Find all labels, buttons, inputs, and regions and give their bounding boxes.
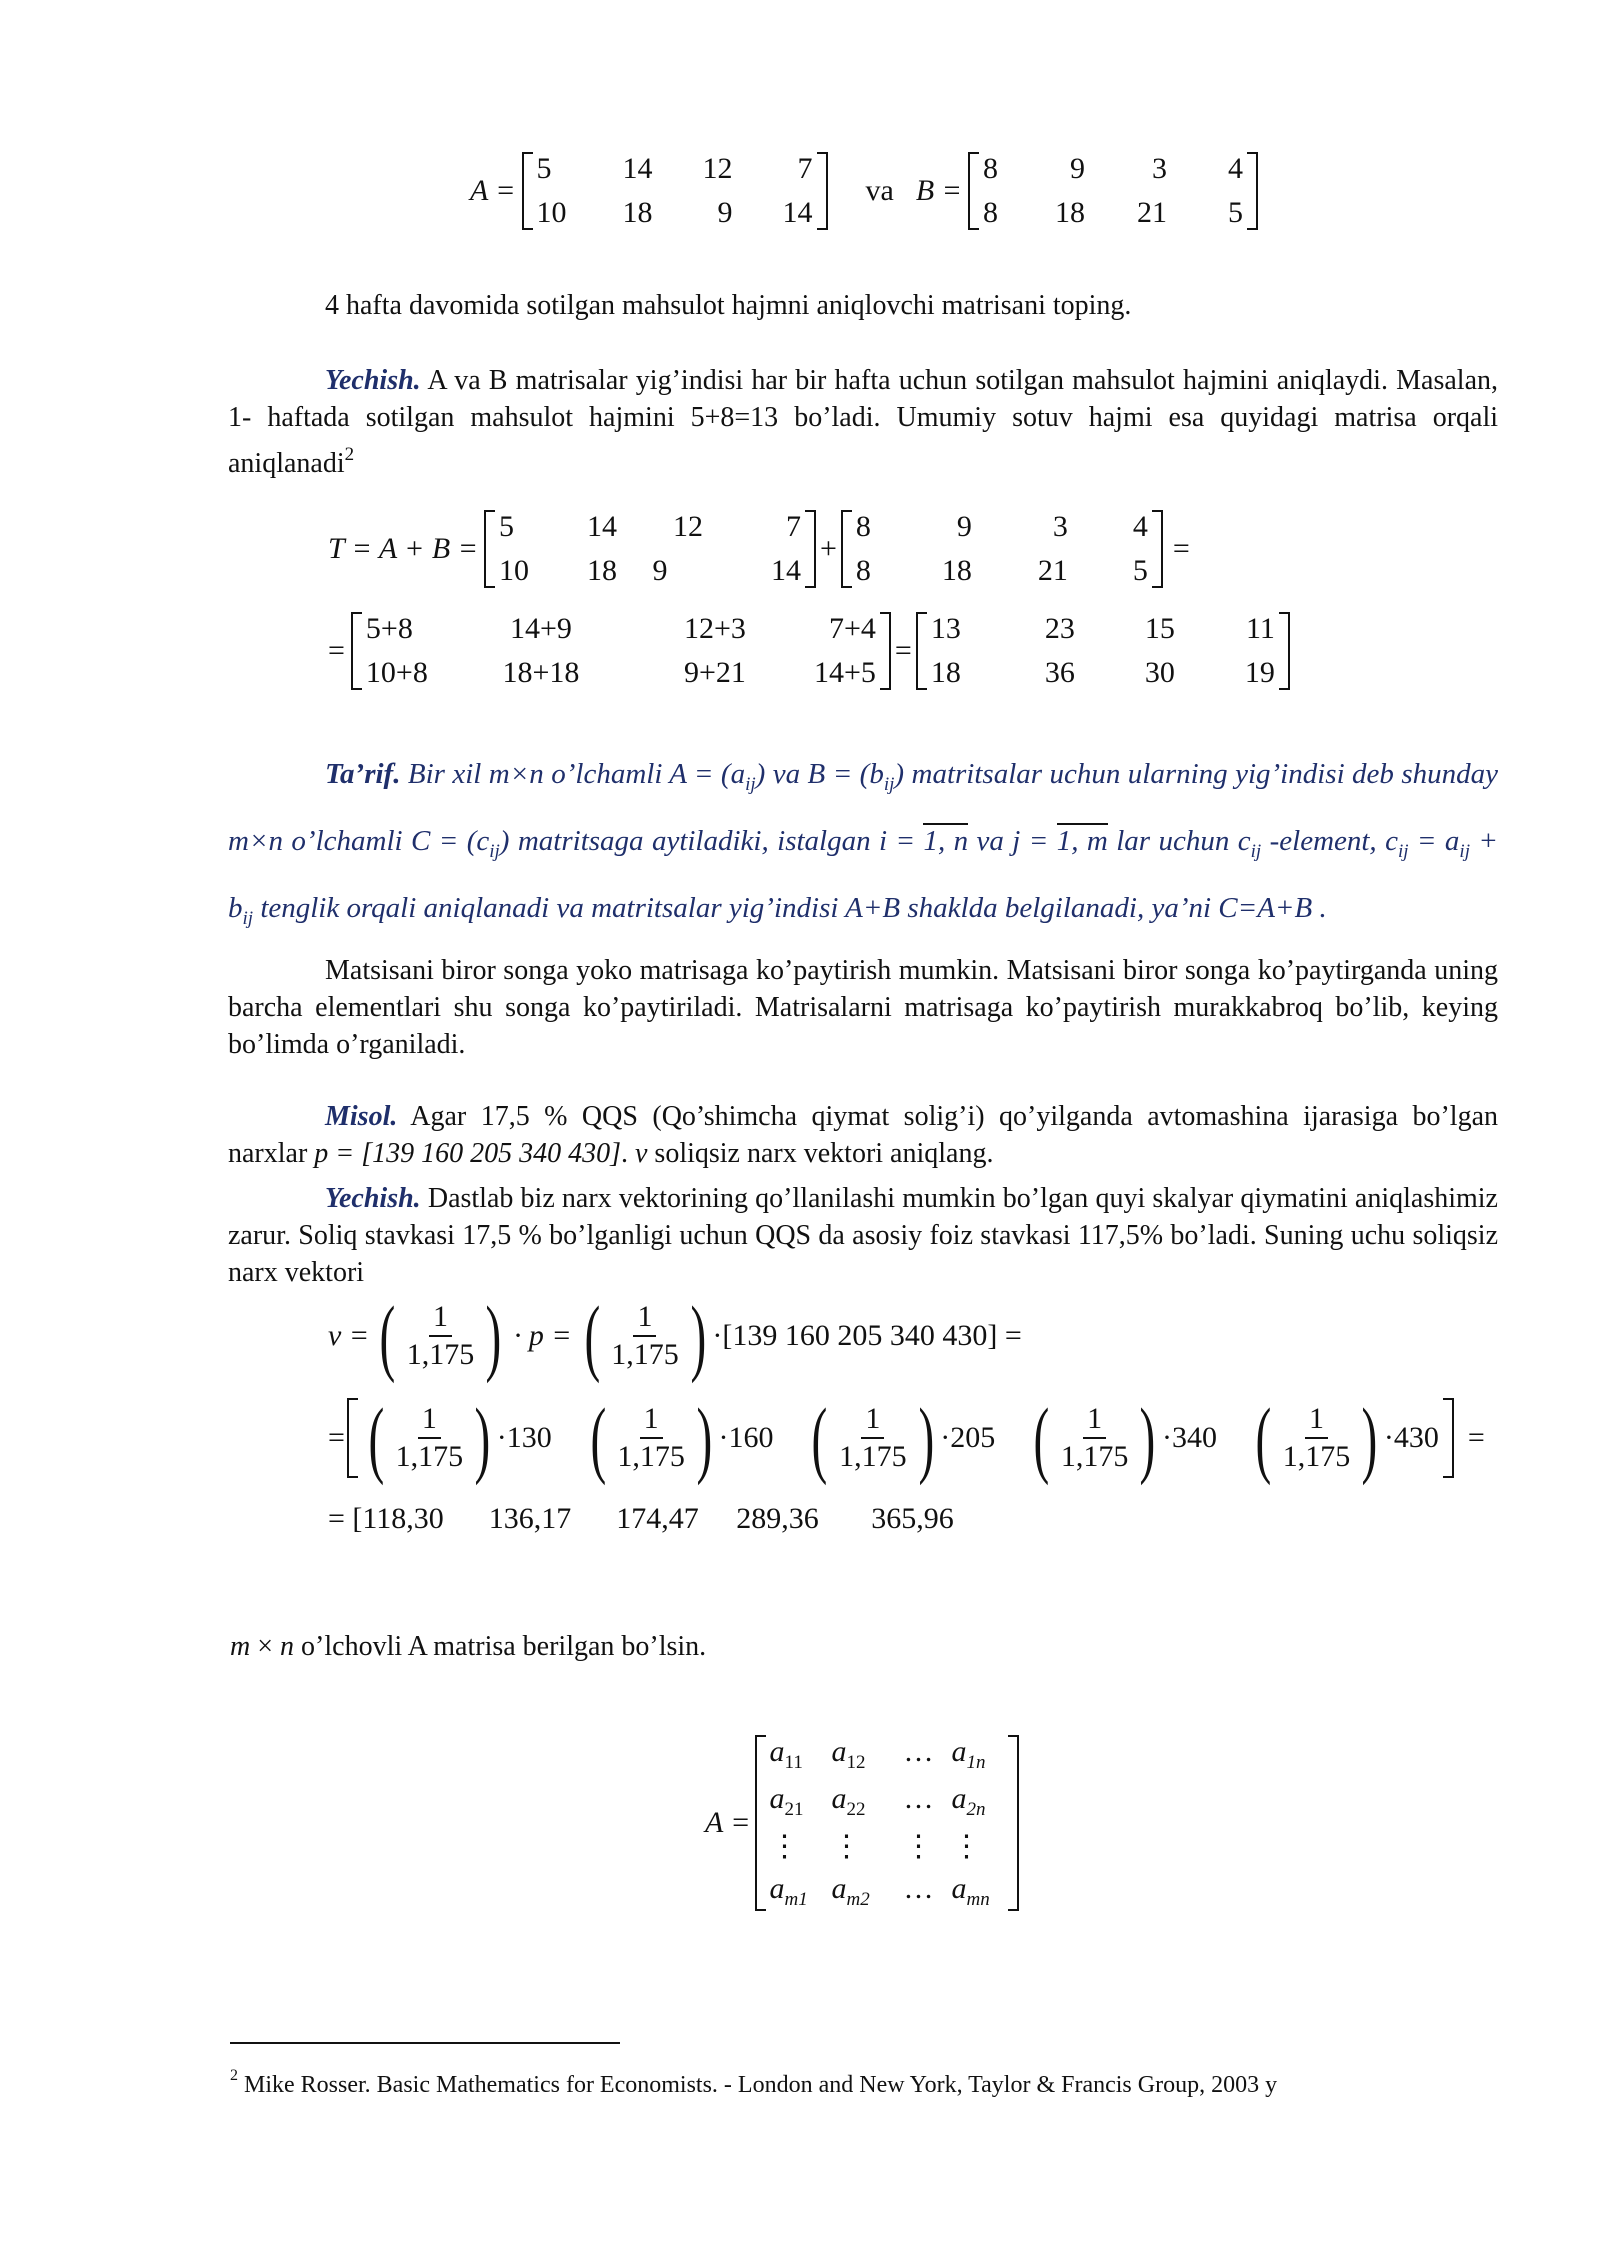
matrix-a-cell: 18 [622, 196, 653, 229]
fraction-num: 1 [1305, 1401, 1328, 1439]
example-dot: . [620, 1138, 635, 1169]
example-text: Agar 17,5 % QQS (Qo’shimcha qiymat solig’i) qo’yilganda avtomashina ijarasiga bo’lgan narxlar [228, 1101, 1498, 1169]
matrix-entry-sub: 21 [784, 1799, 804, 1820]
price-vector-expanded: ·[139 160 205 340 430] = [712, 1319, 1022, 1352]
sum-b-cell: 4 [1132, 510, 1148, 543]
matrix-entry-sub: m2 [846, 1889, 870, 1910]
fraction-num: 1 [1083, 1401, 1106, 1439]
definition-mxn: m×n [228, 825, 284, 857]
fraction-group: ( $\frac{1}{1,175}$ ) [379, 1288, 502, 1384]
sum-plus: + [819, 532, 837, 565]
matrix-b [968, 152, 1258, 230]
sum-a-cell: 9 [652, 554, 668, 587]
matrix-entry-sub: 11 [784, 1752, 803, 1773]
example-v: v [634, 1138, 648, 1169]
v-term: ·430 [1383, 1421, 1439, 1454]
matrix-ellipsis: … [903, 1872, 934, 1905]
definition-a: A = (a [669, 758, 746, 790]
matrix-entry: a [769, 1782, 785, 1815]
sum-expanded-cell: 14+9 [509, 612, 572, 645]
sum-eq-sign-2: = [328, 634, 345, 667]
sum-result-cell: 15 [1144, 612, 1175, 645]
footnote-separator [230, 2042, 620, 2044]
sum-result-cell: 36 [1044, 656, 1075, 689]
matrix-ellipsis: … [903, 1782, 934, 1815]
definition-close: ) [894, 758, 905, 790]
multiplication-paragraph: Matsisani biror songa yoko matrisaga ko’paytirish mumkin. Matsisani biror songa ko’paytirganda uning barcha elementlari shu songa ko’paytiriladi. Matrisalarni matrisaga ko’paytirish murakkabroq bo’lib, keying bo’limda o’rganiladi. [228, 955, 1498, 1060]
matrix-b-label: B = [915, 174, 962, 207]
fraction-num: 1 [429, 1299, 452, 1337]
solution-2-label: Yechish. [325, 1183, 421, 1214]
definition-formula: + b [228, 825, 1498, 924]
sum-b-cell: 8 [855, 510, 871, 543]
matrix-entry: a [769, 1735, 785, 1768]
m-by-n-sentence [230, 1628, 1430, 1665]
fraction-num: 1 [418, 1401, 441, 1439]
matrix-b-cell: 4 [1227, 152, 1243, 185]
v-expanded-vector: ( $\frac{1}{1,175}$ ) ·130 ( $\frac{1}{1,175}$ ) ·160 ( $\frac{1}{1,175}$ ) ·205 ( $\frac{1}{1,175}$ ) ·340 ( $\frac{1}{1,175}$ ) ·430 [347, 1398, 1454, 1478]
eq-sign: = [328, 1421, 345, 1454]
word-va: va [865, 174, 894, 207]
matrix-entry: a [831, 1872, 847, 1905]
matrix-b-cell: 21 [1136, 196, 1167, 229]
general-matrix [755, 1735, 1019, 1911]
definition-close: ) [755, 758, 766, 790]
n-symbol: n [280, 1631, 295, 1662]
subscript-ij: ij [883, 774, 895, 795]
subscript-ij: ij [242, 908, 254, 929]
matrix-a-cell: 14 [622, 152, 653, 185]
example-text: soliqsiz narx vektori aniqlang. [647, 1138, 994, 1169]
sum-expanded-cell: 18+18 [502, 656, 580, 689]
v-lhs: v = [328, 1319, 370, 1352]
sum-expanded-cell: 14+5 [814, 656, 876, 689]
definition-text: lar uchun [1107, 825, 1238, 857]
definition-i: i = [879, 825, 924, 857]
subscript-ij: ij [745, 774, 756, 795]
sum-expanded-cell: 5+8 [365, 612, 413, 645]
m-by-n-text: o’lchovli A matrisa berilgan bo’lsin. [294, 1631, 707, 1662]
subscript-ij: ij [1459, 841, 1470, 862]
matrix-vdots: ⋮ [831, 1830, 862, 1863]
v-result-line [328, 1502, 954, 1536]
matrix-ellipsis: … [903, 1735, 934, 1768]
sum-a-cell: 5 [498, 510, 514, 543]
sum-result-cell: 11 [1245, 612, 1275, 645]
definition-mxn: m×n [488, 758, 544, 790]
matrix-entry: a [831, 1735, 847, 1768]
example-label: Misol. [325, 1101, 398, 1132]
sum-a-cell: 10 [498, 554, 529, 587]
solution-1-paragraph [228, 362, 1498, 482]
fraction-num: 1 [861, 1401, 884, 1439]
matrix-entry: a [951, 1735, 967, 1768]
matrix-entry-sub: 1n [966, 1752, 986, 1773]
sum-result-cell: 23 [1044, 612, 1075, 645]
sum-result-cell: 19 [1244, 656, 1275, 689]
v-term: ·130 [496, 1421, 552, 1454]
sum-b-cell: 3 [1052, 510, 1068, 543]
sum-matrix-expanded [351, 612, 891, 690]
v-equation-line-2 [328, 1390, 1485, 1486]
matrix-entry-sub: 2n [966, 1799, 986, 1820]
definition-text: va [765, 758, 808, 790]
v-result: = [118,30 136,17 174,47 289,36 365,96 [328, 1502, 954, 1535]
matrix-b-cell: 8 [982, 152, 998, 185]
sum-a-cell: 14 [770, 554, 801, 587]
sum-lhs: T = A + B = [328, 532, 478, 565]
definition-text: tenglik orqali aniqlanadi va matritsalar yig’indisi A+B shaklda belgilanadi, ya’ni C=A+B . [253, 892, 1327, 924]
sum-equation-line-2 [328, 612, 1290, 690]
definition-c: C = (c [410, 825, 490, 857]
definition-formula: = a [1408, 825, 1460, 857]
sum-b-cell: 21 [1037, 554, 1068, 587]
definition-j: j = [1012, 825, 1057, 857]
footnote-ref: 2 [344, 444, 355, 465]
fraction-num: 1 [633, 1299, 656, 1337]
sum-matrix-result [916, 612, 1290, 690]
v-term: ·340 [1162, 1421, 1218, 1454]
general-matrix-label: A = [705, 1806, 751, 1839]
fraction-group: ( $\frac{1}{1,175}$ ) [584, 1288, 706, 1384]
sum-equation-line-1 [328, 510, 1190, 588]
sum-result-cell: 30 [1144, 656, 1175, 689]
fraction-num: 1 [640, 1401, 663, 1439]
sum-expanded-cell: 10+8 [365, 656, 428, 689]
matrix-b-cell: 5 [1227, 196, 1243, 229]
solution-1-label: Yechish. [325, 365, 421, 396]
dot-p: · p = [513, 1319, 572, 1352]
v-equation-line-1 [328, 1288, 1022, 1384]
footnote-mark: 2 [230, 2067, 238, 2084]
matrix-a-cell: 7 [797, 152, 813, 185]
matrix-entry: a [769, 1872, 785, 1905]
matrix-a-cell: 5 [536, 152, 552, 185]
definition-text: Bir xil [400, 758, 489, 790]
sum-b-cell: 5 [1132, 554, 1148, 587]
subscript-ij: ij [1397, 841, 1409, 862]
definition-close: ) [499, 825, 510, 857]
matrix-a-cell: 14 [782, 196, 813, 229]
matrix-entry-sub: m1 [784, 1889, 808, 1910]
matrix-b-cell: 3 [1151, 152, 1167, 185]
matrix-entry: a [951, 1782, 967, 1815]
matrix-b-cell: 8 [982, 196, 998, 229]
matrix-vdots: ⋮ [951, 1830, 982, 1863]
matrix-b-cell: 9 [1069, 152, 1085, 185]
fraction-den: 1,175 [395, 1440, 464, 1473]
definition-b: B = (b [807, 758, 884, 790]
definition-label: Ta’rif. [325, 758, 401, 790]
fraction-den: 1,175 [406, 1338, 475, 1371]
matrix-entry: a [951, 1872, 967, 1905]
general-matrix-line [705, 1735, 1019, 1911]
matrix-entry: a [831, 1782, 847, 1815]
definition-c-elem: c [1237, 825, 1251, 857]
m-symbol: m [230, 1631, 251, 1662]
definition-range-m: 1, m [1056, 825, 1108, 857]
sum-a-cell: 14 [586, 510, 617, 543]
sum-matrix-b [841, 510, 1163, 588]
subscript-ij: ij [1250, 841, 1262, 862]
definition-text: matritsalar uchun ularning yig’indisi deb shunday [904, 758, 1499, 790]
sum-expanded-cell: 7+4 [829, 612, 876, 645]
matrix-a-cell: 12 [702, 152, 733, 185]
definition-text: o’lchamli [283, 825, 411, 857]
sum-a-cell: 7 [785, 510, 801, 543]
v-term: ·160 [718, 1421, 774, 1454]
fraction-den: 1,175 [611, 1338, 679, 1371]
matrix-a-cell: 10 [536, 196, 567, 229]
sum-a-cell: 12 [672, 510, 703, 543]
matrix-entry-sub: mn [966, 1889, 990, 1910]
fraction-den: 1,175 [617, 1440, 685, 1473]
matrix-entry-sub: 12 [846, 1752, 866, 1773]
solution-1-text: A va B matrisalar yig’indisi har bir hafta uchun sotilgan mahsulot hajmini aniqlaydi. Masalan, 1- haftada sotilgan mahsulot hajmini 5+8=13 bo’ladi. Umumiy sotuv hajmi esa quyidagi matrisa orqali aniqlanadi [228, 365, 1498, 479]
task-text: 4 hafta davomida sotilgan mahsulot hajmni aniqlovchi matrisani toping. [325, 290, 1132, 321]
definition-range-n: 1, n [923, 825, 969, 857]
definition-formula: c [1385, 825, 1398, 857]
matrix-vdots: ⋮ [903, 1830, 934, 1863]
sum-b-cell: 8 [855, 554, 871, 587]
sum-result-cell: 18 [930, 656, 961, 689]
sum-eq-sign: = [1172, 532, 1190, 565]
sum-eq-sign-3: = [894, 634, 912, 667]
v-term: ·205 [940, 1421, 996, 1454]
footnote-text: Mike Rosser. Basic Mathematics for Economists. - London and New York, Taylor & Francis Group, 2003 y [238, 2072, 1278, 2098]
matrix-a [522, 152, 828, 230]
sum-b-cell: 9 [956, 510, 972, 543]
definition-text: -element, [1261, 825, 1386, 857]
matrix-a-label: A = [470, 174, 516, 207]
matrix-a-cell: 9 [717, 196, 733, 229]
definition-text: o’lchamli [543, 758, 670, 790]
matrix-b-cell: 18 [1054, 196, 1085, 229]
fraction-den: 1,175 [1060, 1440, 1129, 1473]
fraction-den: 1,175 [839, 1440, 907, 1473]
eq-sign: = [1467, 1421, 1485, 1454]
solution-2-text: Dastlab biz narx vektorining qo’llanilashi mumkin bo’lgan quyi skalyar qiymatini aniqlashimiz zarur. Soliq stavkasi 17,5 % bo’lganligi uchun QQS da asosiy foiz stavkasi 117,5% bo’ladi. Suning uchu soliqsiz narx vektori [228, 1183, 1498, 1288]
sum-expanded-cell: 12+3 [684, 612, 746, 645]
footnote [230, 2060, 1530, 2101]
sum-result-cell: 13 [930, 612, 961, 645]
sum-b-cell: 18 [941, 554, 972, 587]
price-vector: p = [139 160 205 340 430] [314, 1138, 621, 1169]
example-paragraph [228, 1098, 1498, 1172]
definition-text: va [968, 825, 1013, 857]
definition-text: matritsaga aytiladiki, istalgan [509, 825, 879, 857]
sum-matrix-a [484, 510, 816, 588]
subscript-ij: ij [489, 841, 500, 862]
sum-a-cell: 18 [586, 554, 617, 587]
sum-expanded-cell: 9+21 [684, 656, 746, 689]
solution-2-paragraph [228, 1180, 1498, 1291]
times-symbol: × [250, 1631, 281, 1662]
matrix-vdots: ⋮ [769, 1830, 800, 1863]
fraction-den: 1,175 [1282, 1440, 1351, 1473]
definition-paragraph [228, 746, 1498, 947]
matrix-a-b-line [470, 152, 1258, 230]
matrix-entry-sub: 22 [846, 1799, 866, 1820]
